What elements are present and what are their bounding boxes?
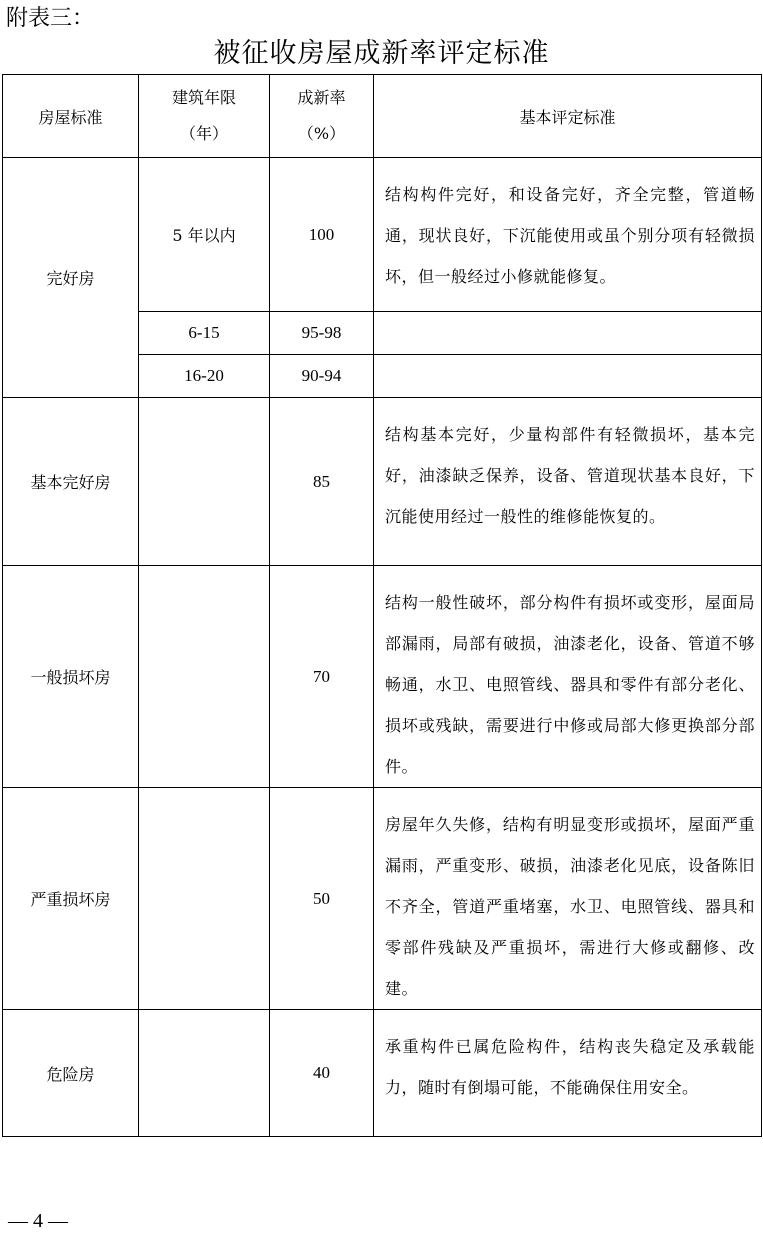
years-cell: 6-15	[139, 312, 270, 355]
page-title: 被征收房屋成新率评定标准	[213, 38, 550, 69]
rate-cell: 100	[270, 158, 374, 312]
category-cell: 完好房	[3, 158, 139, 398]
header-criteria: 基本评定标准	[374, 75, 762, 158]
table-row	[3, 158, 762, 312]
years-cell: 5 年以内	[139, 158, 270, 312]
rate-cell: 40	[270, 1010, 374, 1137]
table-row	[3, 398, 762, 566]
criteria-cell: 结构基本完好，少量构部件有轻微损坏，基本完好，油漆缺乏保养，设备、管道现状基本良好，下沉能使用经过一般性的维修能恢复的。	[374, 398, 762, 566]
years-cell	[139, 566, 270, 788]
header-category: 房屋标准	[3, 75, 139, 158]
page-number: — 4 —	[8, 1210, 68, 1232]
table-row	[3, 1010, 762, 1137]
years-cell: 16-20	[139, 355, 270, 398]
header-years-label: 建筑年限	[171, 88, 236, 107]
header-rate	[270, 75, 374, 158]
rate-cell: 50	[270, 788, 374, 1010]
rate-cell: 90-94	[270, 355, 374, 398]
years-cell	[139, 398, 270, 566]
header-years-unit: （年）	[179, 124, 228, 143]
header-rate-label: 成新率	[297, 88, 346, 107]
header-row	[3, 75, 762, 158]
years-cell	[139, 1010, 270, 1137]
category-cell: 严重损坏房	[3, 788, 139, 1010]
category-cell: 基本完好房	[3, 398, 139, 566]
criteria-cell	[374, 355, 762, 398]
years-cell	[139, 788, 270, 1010]
table-row	[3, 788, 762, 1010]
table-row	[3, 566, 762, 788]
rate-cell: 85	[270, 398, 374, 566]
rate-cell: 70	[270, 566, 374, 788]
header-rate-unit: （%）	[297, 124, 346, 143]
criteria-cell: 结构一般性破坏，部分构件有损坏或变形，屋面局部漏雨，局部有破损，油漆老化，设备、管道不够畅通，水卫、电照管线、器具和零件有部分老化、损坏或残缺，需要进行中修或局部大修更换部分部件。	[374, 566, 762, 788]
criteria-cell: 房屋年久失修，结构有明显变形或损坏，屋面严重漏雨，严重变形、破损，油漆老化见底，设备陈旧不齐全，管道严重堵塞，水卫、电照管线、器具和零部件残缺及严重损坏，需进行大修或翻修、改建。	[374, 788, 762, 1010]
annex-label: 附表三：	[6, 6, 95, 31]
criteria-cell: 承重构件已属危险构件，结构丧失稳定及承载能力，随时有倒塌可能，不能确保住用安全。	[374, 1010, 762, 1137]
criteria-cell: 结构构件完好，和设备完好，齐全完整，管道畅通，现状良好，下沉能使用或虽个别分项有轻微损坏，但一般经过小修就能修复。	[374, 158, 762, 312]
category-cell: 一般损坏房	[3, 566, 139, 788]
criteria-cell	[374, 312, 762, 355]
header-years	[139, 75, 270, 158]
category-cell: 危险房	[3, 1010, 139, 1137]
rate-cell: 95-98	[270, 312, 374, 355]
standards-table	[2, 74, 762, 1137]
